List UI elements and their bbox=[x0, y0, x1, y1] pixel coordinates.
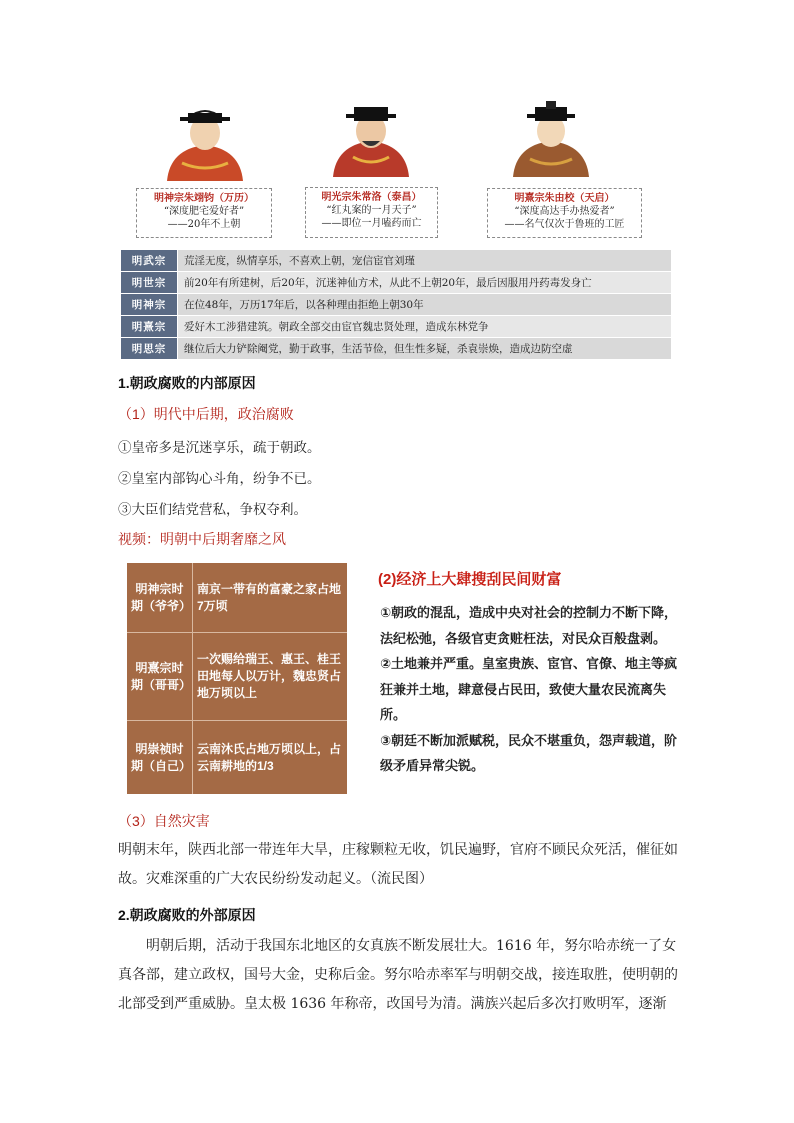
emperor-portrait-1 bbox=[162, 103, 248, 181]
point-2: ②皇室内部钩心斗角，纷争不已。 bbox=[118, 471, 321, 487]
period-cell: 明熹宗时期（哥哥） bbox=[127, 633, 193, 720]
emperor-table bbox=[120, 249, 672, 360]
land-cell: 一次赐给瑞王、惠王、桂王田地每人以万计，魏忠贤占地万顷以上 bbox=[197, 652, 342, 700]
emperor-name: 明光宗朱常洛（泰昌） bbox=[321, 192, 422, 203]
emperor-caption-1 bbox=[136, 188, 272, 238]
section-heading-2: 2.朝政腐败的外部原因 bbox=[118, 907, 256, 923]
section-heading-1: 1.朝政腐败的内部原因 bbox=[118, 375, 256, 391]
emperor-note: ——即位一月嗑药而亡 bbox=[321, 218, 422, 229]
table-row bbox=[121, 272, 672, 294]
land-cell: 云南沐氏占地万顷以上，占云南耕地的1/3 bbox=[197, 741, 342, 773]
emperor-portrait-2 bbox=[328, 99, 414, 177]
point-3: ③大臣们结党营私，争权夺利。 bbox=[118, 502, 307, 518]
land-cell: 南京一带有的富豪之家占地7万顷 bbox=[197, 581, 342, 613]
subheading-political: （1）明代中后期，政治腐败 bbox=[118, 406, 294, 422]
description-cell: 爱好木工涉猎建筑。朝政全部交由宦官魏忠贤处理，造成东林党争 bbox=[178, 316, 672, 338]
description-cell: 前20年有所建树，后20年，沉迷神仙方术，从此不上朝20年，最后因服用丹药毒发身亡 bbox=[178, 272, 672, 294]
emperor-quote: “深度肥宅爱好者” bbox=[163, 206, 245, 217]
economy-points bbox=[380, 600, 678, 779]
emperor-note: ——20年不上朝 bbox=[167, 219, 241, 230]
period-cell: 明神宗时期（爷爷） bbox=[127, 563, 193, 632]
table-row bbox=[127, 563, 347, 633]
emperor-caption-3 bbox=[487, 188, 642, 238]
table-row bbox=[121, 338, 672, 360]
period-cell: 明崇祯时期（自己） bbox=[127, 721, 193, 794]
table-row bbox=[121, 294, 672, 316]
emperor-name: 明神宗朱翊钧（万历） bbox=[154, 193, 254, 204]
description-cell: 荒淫无度，纵情享乐，不喜欢上朝，宠信宦官刘瑾 bbox=[178, 250, 672, 272]
emperor-quote: “红丸案的一月天子” bbox=[326, 205, 417, 216]
video-link[interactable]: 视频：明朝中后期奢靡之风 bbox=[118, 531, 286, 547]
table-row bbox=[121, 250, 672, 272]
emperor-cell: 明武宗 bbox=[121, 250, 178, 272]
emperor-note: ——名气仅次于鲁班的工匠 bbox=[504, 219, 625, 230]
emperor-cell: 明熹宗 bbox=[121, 316, 178, 338]
emperor-portrait-3 bbox=[508, 99, 594, 177]
economy-point-2: ②土地兼并严重。皇室贵族、宦官、官僚、地主等疯狂兼并土地，肆意侵占民田，致使大量农民流离失所。 bbox=[380, 656, 678, 722]
table-row bbox=[121, 316, 672, 338]
economy-heading: (2)经济上大肆搜刮民间财富 bbox=[378, 571, 562, 588]
land-table bbox=[127, 563, 347, 794]
description-cell: 在位48年，万历17年后，以各种理由拒绝上朝30年 bbox=[178, 294, 672, 316]
emperor-quote: “深度高达手办热爱者” bbox=[514, 206, 615, 217]
emperor-cell: 明思宗 bbox=[121, 338, 178, 360]
economy-point-1: ①朝政的混乱，造成中央对社会的控制力不断下降，法纪松弛，各级官吏贪赃枉法，对民众百般盘剥。 bbox=[380, 605, 678, 646]
emperor-caption-2 bbox=[305, 187, 438, 238]
description-cell: 继位后大力铲除阉党，勤于政事，生活节俭，但生性多疑，杀袁崇焕，造成边防空虚 bbox=[178, 338, 672, 360]
point-1: ①皇帝多是沉迷享乐，疏于朝政。 bbox=[118, 440, 321, 456]
emperor-cell: 明神宗 bbox=[121, 294, 178, 316]
table-row bbox=[127, 633, 347, 721]
subheading-disaster: （3）自然灾害 bbox=[118, 813, 210, 829]
table-row bbox=[127, 721, 347, 794]
emperor-name: 明熹宗朱由校（天启） bbox=[514, 193, 615, 204]
emperor-cell: 明世宗 bbox=[121, 272, 178, 294]
external-paragraph: 明朝后期，活动于我国东北地区的女真族不断发展壮大。1616 年，努尔哈赤统一了女真各部，建立政权，国号大金，史称后金。努尔哈赤率军与明朝交战，接连取胜，使明朝的北部受到严重威胁。皇太极 1636 年称帝，改国号为清。满族兴起后多次打败明军，逐渐 bbox=[118, 938, 678, 1012]
disaster-paragraph: 明朝末年，陕西北部一带连年大旱，庄稼颗粒无收，饥民遍野，官府不顾民众死活，催征如故。灾难深重的广大农民纷纷发动起义。（流民图） bbox=[118, 842, 678, 887]
economy-point-3: ③朝廷不断加派赋税，民众不堪重负，怨声载道，阶级矛盾异常尖锐。 bbox=[380, 732, 678, 773]
